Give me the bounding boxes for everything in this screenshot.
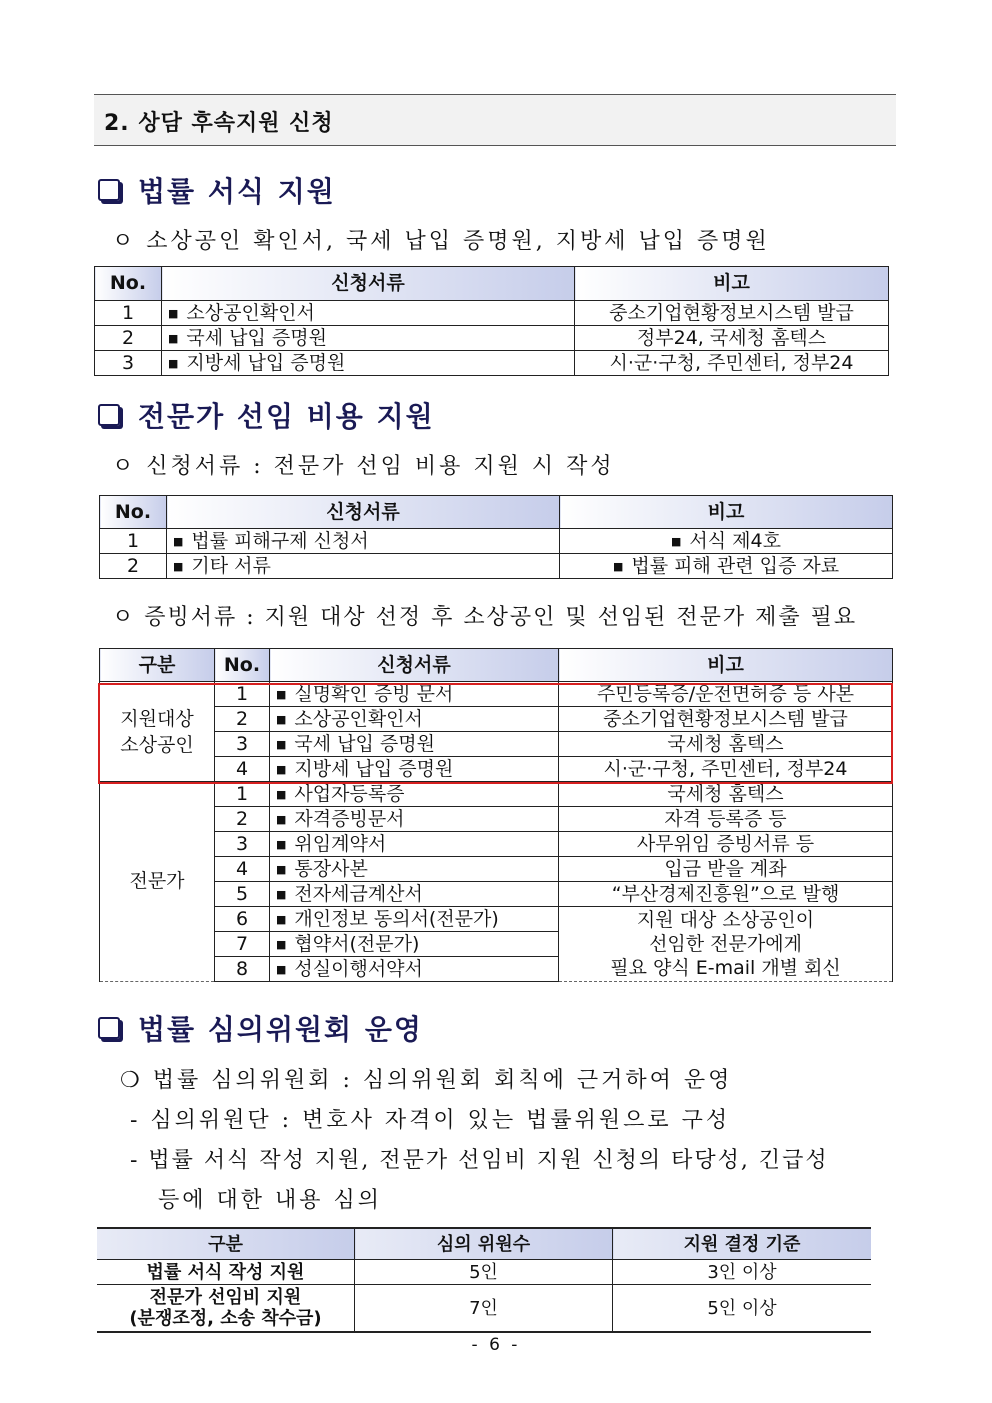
row-no: 3: [95, 351, 162, 376]
table-row: [100, 857, 893, 882]
square-bullet-icon: ■: [276, 687, 287, 701]
table-row: [100, 529, 893, 554]
row-criteria: 3인 이상: [613, 1260, 872, 1285]
row-no: 1: [95, 301, 162, 326]
committee-table: [97, 1227, 871, 1333]
group-label-small-business: 지원대상 소상공인: [100, 682, 215, 782]
square-bullet-icon: ■: [173, 534, 184, 548]
square-bullet-icon: ■: [276, 787, 287, 801]
row-note: 주민등록증/운전면허증 등 사본: [559, 682, 893, 707]
row-doc: ■ 개인정보 동의서(전문가): [270, 907, 559, 932]
row-no: 5: [215, 882, 270, 907]
column-header: No.: [215, 649, 270, 682]
row-members: 5인: [355, 1260, 613, 1285]
heading-legal-forms: 법률 서식 지원: [98, 170, 336, 210]
heading-committee: 법률 심의위원회 운영: [98, 1008, 423, 1048]
bullet-application-docs: ㅇ 신청서류 : 전문가 선임 비용 지원 시 작성: [112, 454, 615, 479]
row-doc: ■ 기타 서류: [167, 554, 560, 579]
page-number: - 6 -: [471, 1335, 521, 1355]
square-bullet-icon: ■: [276, 962, 287, 976]
column-header: 비고: [559, 649, 893, 682]
legal-forms-table: [94, 266, 889, 376]
square-bullet-icon: ■: [671, 534, 682, 548]
table-row: [100, 882, 893, 907]
row-doc: ■ 위임계약서: [270, 832, 559, 857]
heading-expert-support: 전문가 선임 비용 지원: [98, 395, 435, 435]
row-no: 2: [215, 807, 270, 832]
row-note: 시·군·구청, 주민센터, 정부24: [559, 757, 893, 782]
row-no: 3: [215, 732, 270, 757]
row-no: 3: [215, 832, 270, 857]
row-no: 6: [215, 907, 270, 932]
row-doc: ■ 국세 납입 증명원: [162, 326, 575, 351]
row-doc: ■ 지방세 납입 증명원: [162, 351, 575, 376]
square-bullet-icon: ■: [173, 559, 184, 573]
row-note: 자격 등록증 등: [559, 807, 893, 832]
group-label-expert: 전문가: [100, 782, 215, 982]
row-note: ■ 법률 피해 관련 입증 자료: [560, 554, 893, 579]
table-row: [100, 782, 893, 807]
row-doc: ■ 소상공인확인서: [162, 301, 575, 326]
row-no: 1: [215, 782, 270, 807]
row-criteria: 5인 이상: [613, 1285, 872, 1333]
column-header: 비고: [575, 267, 889, 301]
section-title-bar: [94, 94, 896, 146]
row-note: 사무위임 증빙서류 등: [559, 832, 893, 857]
square-bullet-icon: ■: [276, 812, 287, 826]
row-note: 국세청 홈텍스: [559, 782, 893, 807]
bullet-legal-forms: ㅇ 소상공인 확인서, 국세 납입 증명원, 지방세 납입 증명원: [112, 229, 770, 254]
section-title: 2. 상담 후속지원 신청: [104, 111, 334, 136]
square-bullet-icon: ■: [276, 737, 287, 751]
column-header: 신청서류: [270, 649, 559, 682]
square-bullet-icon: ■: [612, 559, 624, 573]
square-bullet-icon: ■: [276, 887, 287, 901]
row-note: 정부24, 국세청 홈텍스: [575, 326, 889, 351]
square-bullet-icon: ■: [276, 912, 287, 926]
square-bullet-icon: ■: [168, 331, 179, 345]
table-row: [95, 326, 889, 351]
row-no: 1: [215, 682, 270, 707]
row-note: ■ 서식 제4호: [560, 529, 893, 554]
row-note: 중소기업현황정보시스템 발급: [559, 707, 893, 732]
checkbox-square-icon: [98, 404, 120, 426]
table-row: [97, 1285, 871, 1333]
row-doc: ■ 법률 피해구제 신청서: [167, 529, 560, 554]
column-header: 신청서류: [162, 267, 575, 301]
dash-committee-review-cont: 등에 대한 내용 심의: [158, 1188, 382, 1213]
row-members: 7인: [355, 1285, 613, 1333]
square-bullet-icon: ■: [168, 356, 179, 370]
square-bullet-icon: ■: [276, 762, 287, 776]
bullet-committee: ❍ 법률 심의위원회 : 심의위원회 회칙에 근거하여 운영: [120, 1068, 733, 1093]
square-bullet-icon: ■: [276, 712, 287, 726]
column-header: No.: [100, 496, 167, 529]
row-doc: ■ 성실이행서약서: [270, 957, 559, 982]
row-note: 시·군·구청, 주민센터, 정부24: [575, 351, 889, 376]
row-no: 1: [100, 529, 167, 554]
row-doc: ■ 사업자등록증: [270, 782, 559, 807]
row-doc: ■ 협약서(전문가): [270, 932, 559, 957]
row-doc: ■ 소상공인확인서: [270, 707, 559, 732]
column-header: 구분: [100, 649, 215, 682]
table-row: [100, 807, 893, 832]
column-header: 비고: [560, 496, 893, 529]
expert-docs-table: [99, 495, 893, 579]
table-row: [100, 554, 893, 579]
row-note: 중소기업현황정보시스템 발급: [575, 301, 889, 326]
table-row: [97, 1260, 871, 1285]
row-doc: ■ 지방세 납입 증명원: [270, 757, 559, 782]
table-row: [100, 832, 893, 857]
row-category: 법률 서식 작성 지원: [97, 1260, 355, 1285]
square-bullet-icon: ■: [276, 862, 287, 876]
bullet-proof-docs: ㅇ 증빙서류 : 지원 대상 선정 후 소상공인 및 선임된 전문가 제출 필요: [112, 605, 858, 630]
row-no: 8: [215, 957, 270, 982]
column-header: 구분: [97, 1228, 355, 1260]
square-bullet-icon: ■: [168, 306, 179, 320]
row-note: 입금 받을 계좌: [559, 857, 893, 882]
row-note: 국세청 홈텍스: [559, 732, 893, 757]
column-header: 지원 결정 기준: [613, 1228, 872, 1260]
row-no: 2: [100, 554, 167, 579]
column-header: 심의 위원수: [355, 1228, 613, 1260]
table-row: [100, 907, 893, 932]
checkbox-square-icon: [98, 1017, 120, 1039]
column-header: No.: [95, 267, 162, 301]
row-doc: ■ 국세 납입 증명원: [270, 732, 559, 757]
dash-committee-members: - 심의위원단 : 변호사 자격이 있는 법률위원으로 구성: [130, 1108, 731, 1133]
row-note: “부산경제진흥원”으로 발행: [559, 882, 893, 907]
row-no: 2: [95, 326, 162, 351]
row-category: 전문가 선임비 지원 (분쟁조정, 소송 착수금): [97, 1285, 355, 1333]
row-doc: ■ 자격증빙문서: [270, 807, 559, 832]
square-bullet-icon: ■: [276, 937, 287, 951]
table-row: [95, 351, 889, 376]
row-doc: ■ 실명확인 증빙 문서: [270, 682, 559, 707]
square-bullet-icon: ■: [276, 837, 287, 851]
row-no: 4: [215, 757, 270, 782]
row-no: 7: [215, 932, 270, 957]
row-doc: ■ 통장사본: [270, 857, 559, 882]
row-no: 4: [215, 857, 270, 882]
checkbox-square-icon: [98, 179, 120, 201]
merged-note: 지원 대상 소상공인이 선임한 전문가에게 필요 양식 E-mail 개별 회신: [559, 907, 893, 982]
table-row: [95, 301, 889, 326]
row-no: 2: [215, 707, 270, 732]
row-doc: ■ 전자세금계산서: [270, 882, 559, 907]
dash-committee-review: - 법률 서식 작성 지원, 전문가 선임비 지원 신청의 타당성, 긴급성: [130, 1148, 829, 1173]
highlight-box: [98, 683, 893, 784]
column-header: 신청서류: [167, 496, 560, 529]
